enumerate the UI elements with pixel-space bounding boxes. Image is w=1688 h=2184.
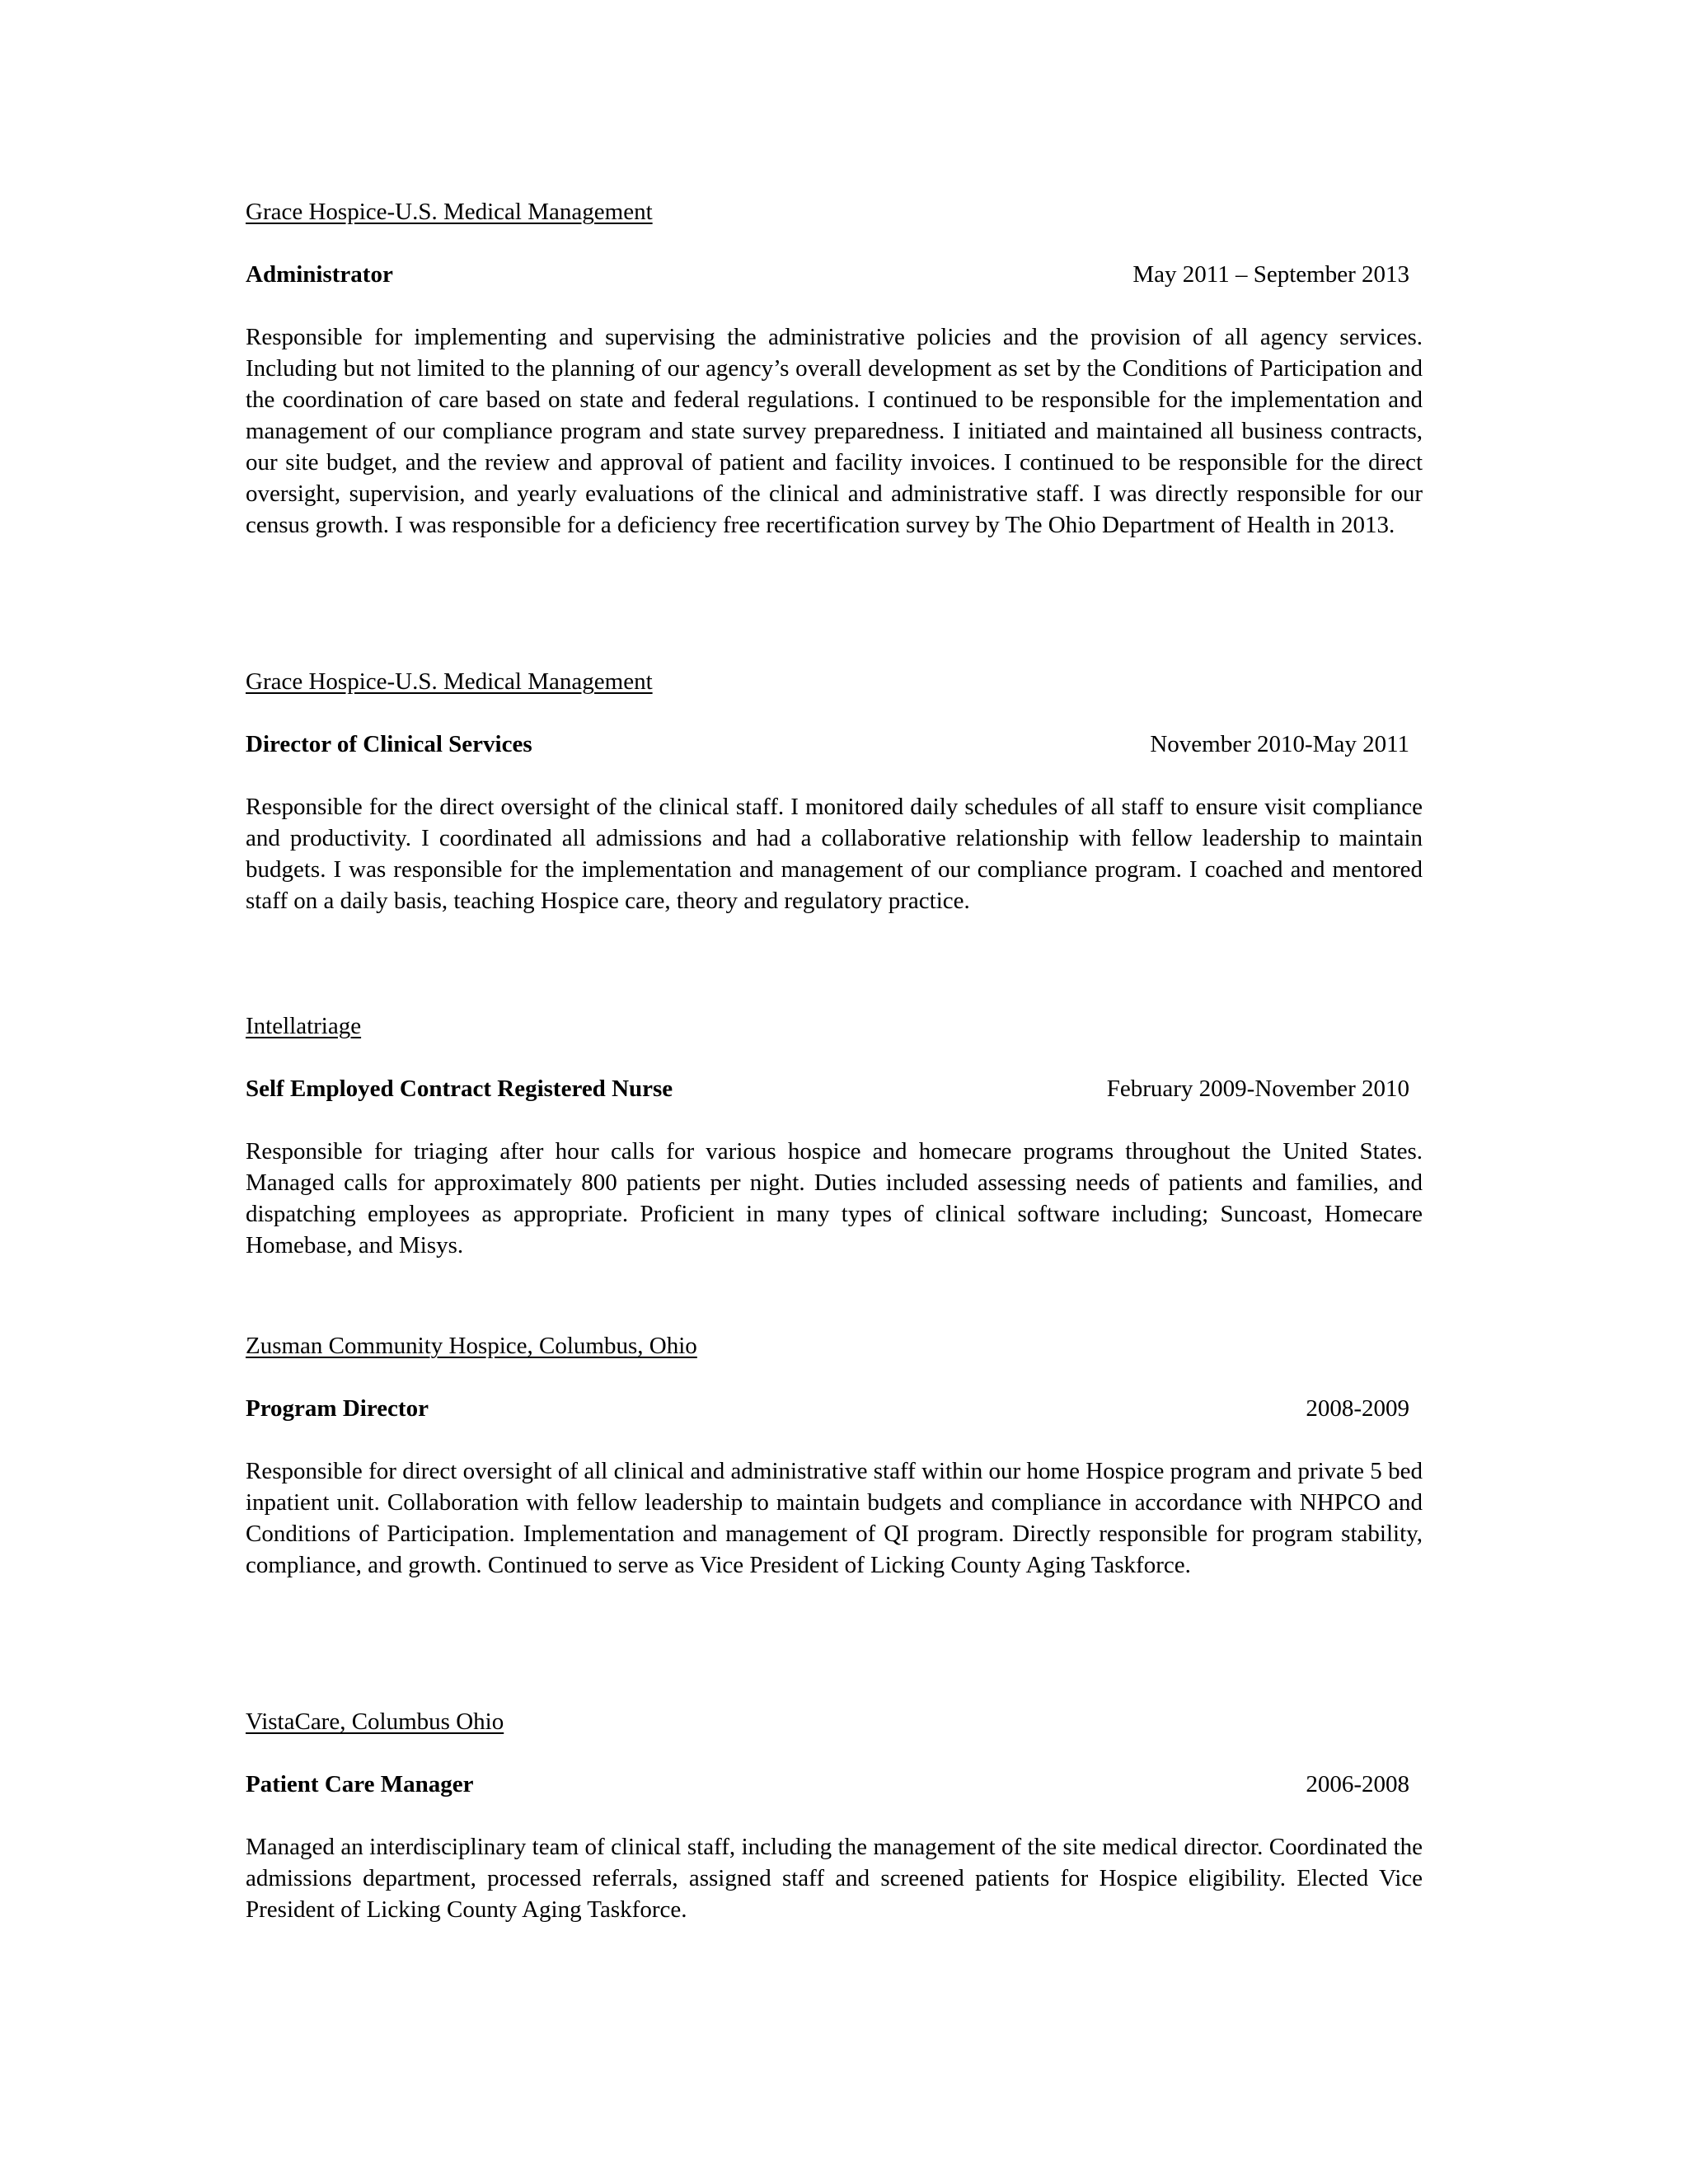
job-description: Responsible for the direct oversight of the clinical staff. I monitored daily schedules of all staff to ensure visit compliance and productivity. I coordinated all admissions and had a collaborative relationship with fellow leadership to maintain budgets. I was responsible for the implementation and management of our compliance program. I coached and mentored staff on a daily basis, teaching Hospice care, theory and regulatory practice.	[246, 794, 1423, 914]
employment-dates: November 2010-May 2011	[1150, 731, 1409, 757]
employer-name: Grace Hospice-U.S. Medical Management	[246, 199, 653, 225]
experience-entry-director-clinical-services	[246, 666, 1423, 940]
experience-entry-program-director	[246, 1330, 1423, 1605]
experience-entry-patient-care-manager	[246, 1706, 1423, 1949]
role-row	[246, 259, 1423, 290]
role-row	[246, 729, 1423, 760]
employment-dates: February 2009-November 2010	[1106, 1076, 1409, 1102]
role-row	[246, 1073, 1423, 1104]
job-description: Managed an interdisciplinary team of clinical staff, including the management of the site medical director. Coordinated the admissions department, processed referrals, assigned staff and screened patients for Hospice eligibility. Elected Vice President of Licking County Aging Taskforce.	[246, 1834, 1423, 1923]
job-description: Responsible for implementing and supervising the administrative policies and the provision of all agency services. Including but not limited to the planning of our agency’s overall development as set by the Conditions of Participation and the coordination of care based on state and federal regulations. I continued to be responsible for the implementation and management of our compliance program and state survey preparedness. I initiated and maintained all business contracts, our site budget, and the review and approval of patient and facility invoices. I continued to be responsible for the direct oversight, supervision, and yearly evaluations of the clinical and administrative staff. I was directly responsible for our census growth. I was responsible for a deficiency free recertification survey by The Ohio Department of Health in 2013.	[246, 324, 1423, 538]
job-title: Director of Clinical Services	[246, 731, 532, 757]
job-description: Responsible for direct oversight of all clinical and administrative staff within our home Hospice program and private 5 bed inpatient unit. Collaboration with fellow leadership to maintain budgets and compliance in accordance with NHPCO and Conditions of Participation. Implementation and management of QI program. Directly responsible for program stability, compliance, and growth. Continued to serve as Vice President of Licking County Aging Taskforce.	[246, 1458, 1423, 1578]
employment-dates: 2006-2008	[1306, 1771, 1409, 1797]
job-title: Patient Care Manager	[246, 1771, 474, 1797]
job-title: Administrator	[246, 261, 393, 288]
job-title: Program Director	[246, 1395, 429, 1422]
job-description: Responsible for triaging after hour calls for various hospice and homecare programs throughout the United States. Managed calls for approximately 800 patients per night. Duties included assessing needs of patients and families, and dispatching employees as appropriate. Proficient in many types of clinical software including; Suncoast, Homecare Homebase, and Misys.	[246, 1138, 1423, 1258]
role-row	[246, 1769, 1423, 1800]
resume-page	[246, 0, 1423, 2184]
role-row	[246, 1393, 1423, 1424]
experience-entry-contract-nurse	[246, 1010, 1423, 1285]
employment-dates: May 2011 – September 2013	[1132, 261, 1409, 288]
job-title: Self Employed Contract Registered Nurse	[246, 1076, 673, 1102]
employer-name: Grace Hospice-U.S. Medical Management	[246, 668, 653, 695]
experience-entry-administrator	[246, 196, 1423, 565]
employment-dates: 2008-2009	[1306, 1395, 1409, 1422]
employer-name: VistaCare, Columbus Ohio	[246, 1708, 504, 1735]
employer-name: Intellatriage	[246, 1013, 362, 1039]
employer-name: Zusman Community Hospice, Columbus, Ohio	[246, 1333, 697, 1359]
